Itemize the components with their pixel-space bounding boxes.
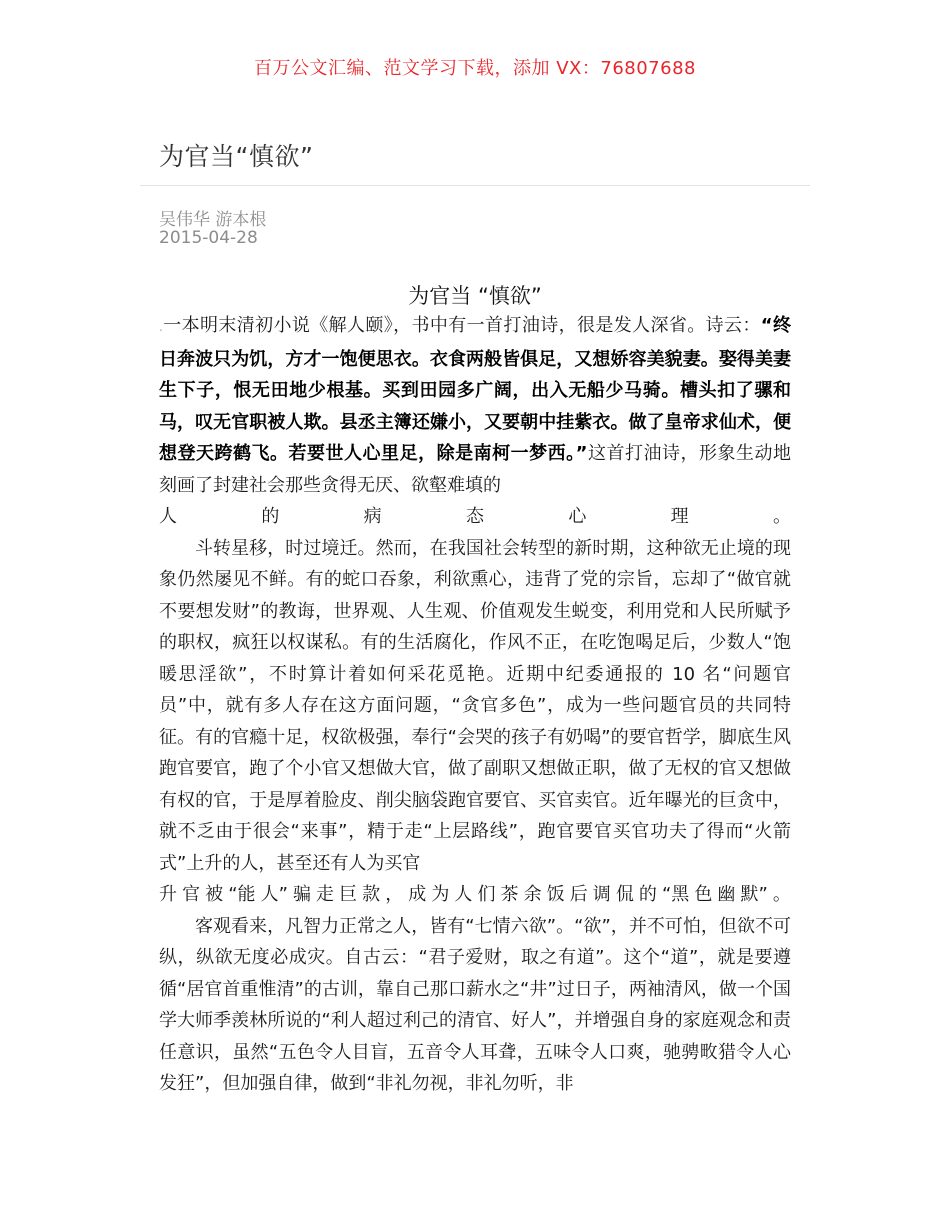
char: 病 [363,506,382,527]
promo-banner: 百万公文汇编、范文学习下载，添加 VX：76807688 [254,58,696,79]
paragraph-2: 斗转星移，时过境迁。然而，在我国社会转型的新时期，这种欲无止境的现象仍然屡见不鲜。有的蛇口吞象，利欲熏心，违背了党的宗旨，忘却了“做官就不要想发财”的教诲，世界观、人生观、价值观发生蜕变，利用党和人民所赋予的职权，疯狂以权谋私。有的生活腐化，作风不正，在吃饱喝足后，少数人“饱暖思淫欲”，不时算计着如何采花觅艳。近期中纪委通报的 10 名“问题官员”中，就有多人存在这方面问题，“贪官多色”，成为一些问题官员的共同特征。有的官瘾十足，权欲极强，奉行“会哭的孩子有奶喝”的要官哲学，脚底生风跑官要官，跑了个小官又想做大官，做了副职又想做正职，做了无权的官又想做有权的官，于是厚着脸皮、削尖脑袋跑官要官、买官卖官。近年曝光的巨贪中，就不乏由于很会“来事”，精于走“上层路线”，跑官要官买官功夫了得而“火箭式”上升的人，甚至还有人为买官 [159,537,791,874]
poem-text: “终日奔波只为饥，方才一饱便思衣。衣食两般皆俱足，又想娇容美貌妻。娶得美妻生下子，恨无田地少根基。买到田园多广阔，出入无船少马骑。槽头扣了骡和马，叹无官职被人欺。县丞主簿还嫌小，又要朝中挂紫衣。做了皇帝求仙术，便想登天跨鹤飞。若要世人心里足，除是南柯一梦西。” [159,315,791,464]
char: 调 [592,884,611,905]
char: 态 [465,506,484,527]
char: 理 [670,506,689,527]
char: 饭 [546,884,565,905]
char: 人 [454,884,473,905]
paragraph-marker: . [159,320,163,334]
char: 的 [638,884,657,905]
paragraph-3: 客观看来，凡智力正常之人，皆有“七情六欲”。“欲”，并不可怕，但欲不可纵，纵欲无度必成灾。自古云：“君子爱财，取之有道”。这个“道”，就是要遵循“居官首重惟清”的古训，靠自己那口薪水之“井”过日子，两袖清风，做一个国学大师季羡林所说的“利人超过利己的清官、好人”，并增强自身的家庭观念和责任意识，虽然“五色令人目盲，五音令人耳聋，五味令人口爽，驰骋畋猎令人心发狂”，但加强自律，做到“非礼勿视，非礼勿听，非 [159,915,791,1094]
char: ， [385,884,404,905]
char: 心 [568,506,587,527]
char: 。 [772,506,791,527]
char: 为 [431,884,450,905]
char: “黑 [661,884,690,905]
char: 升 [159,884,177,905]
char: 幽 [717,884,736,905]
char: 的 [261,506,280,527]
char: 茶 [500,884,519,905]
char: 人 [159,506,177,527]
char: 官 [182,884,201,905]
char: 成 [408,884,427,905]
char: 。 [772,884,791,905]
char: 被 [205,884,224,905]
paragraph-1-intro: 一本明末清初小说《解人颐》，书中有一首打油诗，很是发人深省。诗云： [162,315,761,336]
char: 巨 [339,884,358,905]
char: “能 [228,884,256,905]
article-body [159,310,791,1100]
char: 人” [260,884,288,905]
char: 款 [362,884,381,905]
char: 们 [477,884,496,905]
char: 色 [694,884,713,905]
char: 余 [523,884,542,905]
content-title: 为官当 “慎欲” [408,284,542,308]
title-divider [140,185,810,186]
char: 骗 [292,884,311,905]
paragraph-1 [159,310,791,501]
paragraph-2-last-line [159,879,791,911]
paragraph-1-text: 这首打油诗，形象生动地刻画了封建社会那些贪得无厌、欲壑难填的 [159,443,792,496]
article-date: 2015-04-28 [159,228,258,248]
char: 侃 [615,884,634,905]
article-authors: 吴伟华 游本根 [159,210,267,230]
article-title: 为官当“慎欲” [159,142,314,171]
paragraph-1-last-line [159,501,791,533]
char: 后 [569,884,588,905]
char: 默” [740,884,768,905]
char: 走 [316,884,335,905]
